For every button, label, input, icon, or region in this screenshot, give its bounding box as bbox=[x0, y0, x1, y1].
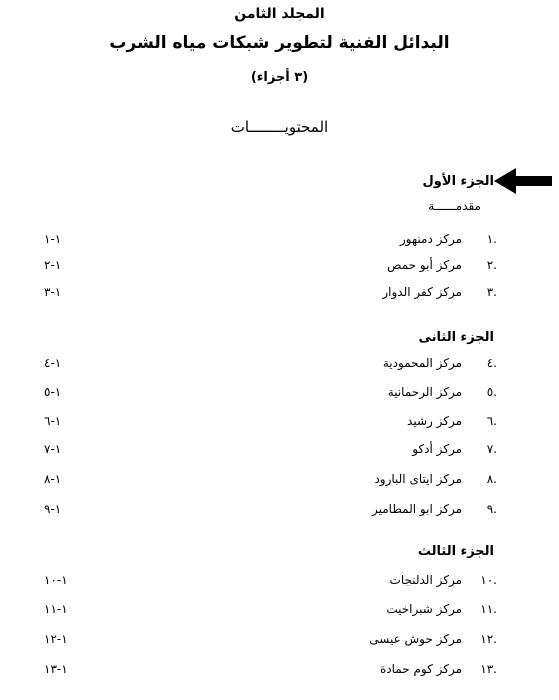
toc-entry: مركز دمنهور bbox=[399, 232, 462, 246]
toc-number: .١ bbox=[486, 232, 497, 246]
intro-label: مقدمــــــة bbox=[428, 199, 481, 213]
parts-note: (٣ أجزاء) bbox=[250, 70, 309, 85]
toc-page: ١-١١ bbox=[44, 602, 68, 616]
toc-page: ١-٢ bbox=[44, 258, 62, 272]
toc-page: ١-١٠ bbox=[44, 573, 68, 587]
toc-page: ١-٦ bbox=[44, 414, 62, 428]
toc-number: .٣ bbox=[486, 285, 497, 299]
toc-number: .٥ bbox=[486, 385, 497, 399]
toc-number: .١٠ bbox=[480, 573, 497, 587]
toc-number: .١١ bbox=[480, 602, 497, 616]
toc-row bbox=[0, 385, 559, 403]
part-3-title: الجزء الثالث bbox=[417, 544, 494, 559]
contents-heading: المحتويــــــــات bbox=[230, 118, 329, 136]
toc-row bbox=[0, 356, 559, 374]
toc-entry: مركز كوم حمادة bbox=[380, 662, 462, 676]
toc-number: .٧ bbox=[486, 442, 497, 456]
toc-page: ١-١٣ bbox=[44, 662, 68, 676]
toc-entry: مركز كفر الدوار bbox=[382, 285, 462, 299]
toc-row bbox=[0, 232, 559, 250]
toc-entry: مركز الدلنجات bbox=[389, 573, 462, 587]
part-2-title: الجزء الثانى bbox=[418, 330, 494, 345]
toc-entry: مركز الرحمانية bbox=[387, 385, 462, 399]
toc-entry: مركز أبو حمص bbox=[387, 258, 462, 272]
toc-entry: مركز المحمودية bbox=[382, 356, 462, 370]
toc-row bbox=[0, 472, 559, 490]
toc-page: ١-٤ bbox=[44, 356, 62, 370]
toc-number: .٦ bbox=[486, 414, 497, 428]
toc-row bbox=[0, 573, 559, 591]
toc-number: .٤ bbox=[486, 356, 497, 370]
toc-number: .٩ bbox=[486, 502, 497, 516]
toc-entry: مركز رشيد bbox=[407, 414, 462, 428]
toc-entry: مركز ايتاى البارود bbox=[374, 472, 462, 486]
toc-entry: مركز أدكو bbox=[412, 442, 462, 456]
toc-row bbox=[0, 632, 559, 650]
toc-page: ١-٣ bbox=[44, 285, 62, 299]
toc-number: .١٢ bbox=[480, 632, 497, 646]
arrow-left-icon bbox=[494, 168, 554, 194]
toc-number: .١٣ bbox=[480, 662, 497, 676]
toc-row bbox=[0, 602, 559, 620]
toc-row bbox=[0, 285, 559, 303]
toc-page: ١-٨ bbox=[44, 472, 62, 486]
toc-row bbox=[0, 662, 559, 680]
toc-page: ١-٧ bbox=[44, 442, 62, 456]
toc-number: .٢ bbox=[486, 258, 497, 272]
part-1-title: الجزء الأول bbox=[422, 174, 494, 189]
toc-page: ١-١٢ bbox=[44, 632, 68, 646]
toc-row bbox=[0, 502, 559, 520]
toc-number: .٨ bbox=[486, 472, 497, 486]
toc-entry: مركز شبراخيت bbox=[386, 602, 462, 616]
main-title: البدائل الفنية لتطوير شبكات مياه الشرب bbox=[109, 33, 450, 53]
volume-title: المجلد الثامن bbox=[234, 6, 325, 22]
toc-page: ١-٥ bbox=[44, 385, 62, 399]
toc-page: ١-١ bbox=[44, 232, 62, 246]
toc-row bbox=[0, 414, 559, 432]
toc-page: ١-٩ bbox=[44, 502, 62, 516]
toc-row bbox=[0, 258, 559, 276]
toc-entry: مركز ابو المطامير bbox=[372, 502, 462, 516]
toc-entry: مركز حوش عيسى bbox=[369, 632, 462, 646]
toc-row bbox=[0, 442, 559, 460]
